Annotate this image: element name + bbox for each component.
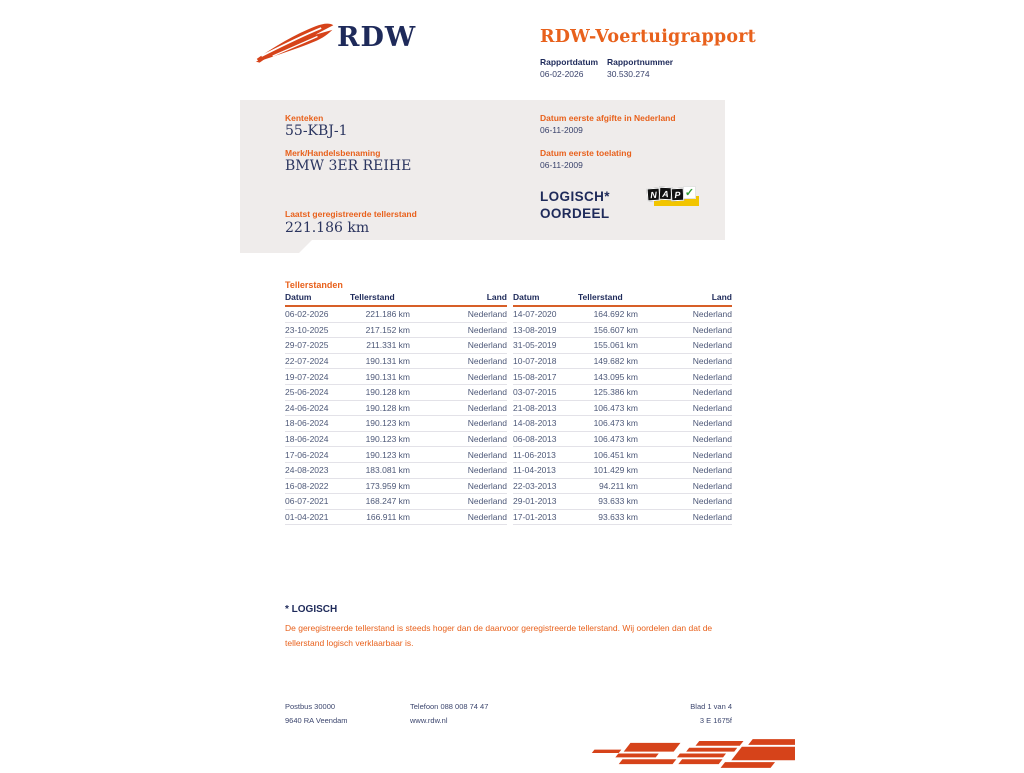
tellerstanden-table-left [285,292,507,525]
table-header [285,292,507,307]
cell-datum: 22-07-2024 [285,356,329,367]
cell-tellerstand: 149.682 km [593,356,638,367]
cell-datum: 18-06-2024 [285,418,329,429]
tellerstanden-section-title: Tellerstanden [285,280,343,290]
cell-tellerstand: 143.095 km [593,371,638,382]
table-body [513,307,732,525]
cell-land: Nederland [467,434,507,445]
report-date-label: Rapportdatum [540,57,599,67]
cell-tellerstand: 190.128 km [365,387,410,398]
cell-tellerstand: 106.451 km [593,449,638,460]
cell-datum: 03-07-2015 [513,387,557,398]
cell-tellerstand: 190.123 km [365,449,410,460]
cell-land: Nederland [692,324,732,335]
cell-tellerstand: 101.429 km [593,465,638,476]
cell-datum: 11-06-2013 [513,449,556,460]
table-row [513,323,732,339]
table-row [285,463,507,479]
cell-datum: 25-06-2024 [285,387,329,398]
cell-tellerstand: 211.331 km [366,340,410,351]
cell-land: Nederland [692,480,732,491]
table-row [285,307,507,323]
cell-land: Nederland [692,309,732,320]
cell-datum: 19-07-2024 [285,371,329,382]
nap-letter-p: P [671,188,685,202]
table-row [513,307,732,323]
table-row [513,338,732,354]
table-row [285,479,507,495]
cell-datum: 31-05-2019 [513,340,557,351]
cell-land: Nederland [467,418,507,429]
cell-datum: 17-01-2013 [513,512,557,523]
col-header-datum: Datum [513,292,540,302]
cell-tellerstand: 183.081 km [365,465,410,476]
nap-letter-a: A [659,187,673,201]
cell-datum: 22-03-2013 [513,480,557,491]
table-row [285,447,507,463]
table-row [513,447,732,463]
oordeel-line2: OORDEEL [540,206,610,221]
footnote-title: * LOGISCH [285,604,338,615]
table-row [285,401,507,417]
cell-tellerstand: 125.386 km [593,387,638,398]
cell-land: Nederland [467,356,507,367]
cell-datum: 14-07-2020 [513,309,557,320]
cell-land: Nederland [467,324,507,335]
nap-logo [647,186,701,210]
col-header-tellerstand: Tellerstand [350,292,395,302]
table-row [513,510,732,526]
cell-datum: 06-02-2026 [285,309,329,320]
table-row [513,369,732,385]
cell-land: Nederland [692,371,732,382]
page-title: RDW-Voertuigrapport [540,27,756,47]
table-header [513,292,732,307]
kenteken-label: Kenteken [285,113,324,123]
table-row [285,510,507,526]
col-header-tellerstand: Tellerstand [578,292,623,302]
cell-datum: 17-06-2024 [285,449,329,460]
table-row [513,354,732,370]
footer-doc-code: 3 E 1675f [699,716,732,725]
laatste-tellerstand-value: 221.186 km [285,220,370,236]
report-number-label: Rapportnummer [607,57,674,67]
footer-contact [410,700,488,728]
cell-land: Nederland [692,465,732,476]
cell-tellerstand: 166.911 km [366,512,410,523]
cell-tellerstand: 173.959 km [365,480,410,491]
cell-tellerstand: 168.247 km [365,496,410,507]
cell-tellerstand: 190.123 km [365,434,410,445]
cell-land: Nederland [692,418,732,429]
table-row [513,416,732,432]
cell-datum: 24-06-2024 [285,402,329,413]
footer-website: www.rdw.nl [410,716,448,725]
cell-datum: 06-07-2021 [285,496,329,507]
col-header-land: Land [711,292,732,302]
table-row [285,416,507,432]
cell-tellerstand: 190.123 km [365,418,410,429]
cell-tellerstand: 190.128 km [365,402,410,413]
footer-address [285,700,348,728]
cell-land: Nederland [467,496,507,507]
nap-letter-n: N [647,188,661,202]
cell-datum: 13-08-2019 [513,324,557,335]
cell-tellerstand: 106.473 km [593,418,638,429]
report-date-value: 06-02-2026 [540,69,584,79]
cell-land: Nederland [467,512,507,523]
cell-land: Nederland [467,309,507,320]
cell-land: Nederland [692,402,732,413]
cell-land: Nederland [692,434,732,445]
cell-tellerstand: 106.473 km [593,402,638,413]
cell-datum: 16-08-2022 [285,480,329,491]
cell-datum: 10-07-2018 [513,356,557,367]
toelating-value: 06-11-2009 [540,160,583,170]
cell-datum: 23-10-2025 [285,324,329,335]
cell-datum: 21-08-2013 [513,402,557,413]
cell-land: Nederland [467,449,507,460]
table-row [513,479,732,495]
footer-stripes-graphic [545,739,795,768]
cell-land: Nederland [692,496,732,507]
footer-page-number: Blad 1 van 4 [690,702,732,711]
cell-land: Nederland [692,449,732,460]
cell-tellerstand: 156.607 km [593,324,638,335]
merk-label: Merk/Handelsbenaming [285,148,381,158]
cell-land: Nederland [692,387,732,398]
cell-tellerstand: 155.061 km [593,340,638,351]
cell-datum: 29-01-2013 [513,496,557,507]
cell-tellerstand: 190.131 km [365,371,410,382]
cell-tellerstand: 94.211 km [598,480,638,491]
oordeel-text [540,188,610,222]
tellerstanden-table-right [513,292,732,525]
cell-tellerstand: 93.633 km [598,512,638,523]
cell-land: Nederland [692,512,732,523]
stripes-icon [545,739,795,768]
cell-land: Nederland [467,387,507,398]
cell-land: Nederland [692,340,732,351]
table-row [285,323,507,339]
cell-land: Nederland [467,402,507,413]
nap-check-icon: ✓ [684,187,695,199]
cell-tellerstand: 217.152 km [365,324,410,335]
table-row [285,385,507,401]
table-row [513,385,732,401]
report-number-value: 30.530.274 [607,69,650,79]
rdw-feather-icon [254,20,338,66]
table-body [285,307,507,525]
laatste-tellerstand-label: Laatst geregistreerde tellerstand [285,209,417,219]
afgifte-value: 06-11-2009 [540,125,583,135]
table-row [285,338,507,354]
cell-tellerstand: 93.633 km [598,496,638,507]
rdw-wordmark: RDW [337,22,417,53]
cell-land: Nederland [467,371,507,382]
table-row [285,369,507,385]
cell-datum: 18-06-2024 [285,434,329,445]
merk-value: BMW 3ER REIHE [285,158,412,174]
cell-datum: 24-08-2023 [285,465,329,476]
table-row [513,432,732,448]
cell-datum: 15-08-2017 [513,371,557,382]
table-row [513,401,732,417]
cell-tellerstand: 221.186 km [365,309,410,320]
cell-datum: 14-08-2013 [513,418,557,429]
table-row [513,463,732,479]
cell-tellerstand: 190.131 km [365,356,410,367]
footer-address-line1: Postbus 30000 [285,702,336,711]
cell-tellerstand: 106.473 km [593,434,638,445]
footnote-text: De geregistreerde tellerstand is steeds hoger dan de daarvoor geregistreerde tellerstand. Wij oordelen dan dat de tellerstand logisch verklaarbaar is. [285,623,713,648]
cell-tellerstand: 164.692 km [593,309,638,320]
table-row [513,494,732,510]
cell-land: Nederland [467,340,507,351]
col-header-datum: Datum [285,292,312,302]
afgifte-label: Datum eerste afgifte in Nederland [540,113,676,123]
oordeel-line1: LOGISCH* [540,189,610,204]
cell-datum: 01-04-2021 [285,512,329,523]
cell-land: Nederland [467,465,507,476]
cell-land: Nederland [692,356,732,367]
footer-page-info [600,700,732,728]
table-row [285,432,507,448]
cell-datum: 11-04-2013 [513,465,556,476]
footer-phone: Telefoon 088 008 74 47 [410,702,489,711]
footer-address-line2: 9640 RA Veendam [285,716,348,725]
vehicle-summary-box-tab [240,240,312,253]
col-header-land: Land [486,292,507,302]
kenteken-value: 55-KBJ-1 [285,123,348,139]
cell-land: Nederland [467,480,507,491]
cell-datum: 29-07-2025 [285,340,329,351]
toelating-label: Datum eerste toelating [540,148,632,158]
table-row [285,494,507,510]
table-row [285,354,507,370]
cell-datum: 06-08-2013 [513,434,557,445]
